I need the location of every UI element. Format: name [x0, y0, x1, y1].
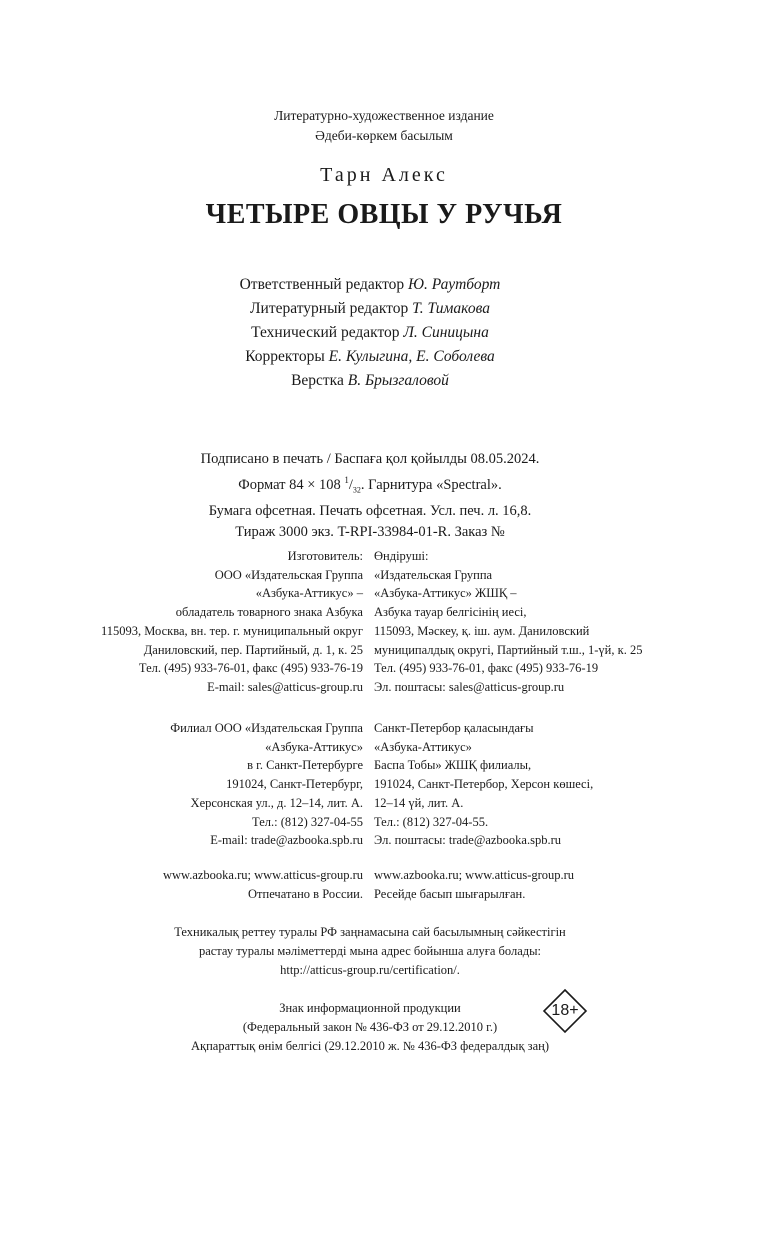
print-details [0, 449, 740, 543]
branch-kz-line: 12–14 үй, лит. А. [374, 795, 464, 810]
manufacturer-ru [101, 547, 363, 697]
branch-kz-line: Баспа Тобы» ЖШҚ филиалы, [374, 758, 532, 773]
certification-note [0, 923, 740, 980]
manufacturer-kz-line: 115093, Мәскеу, қ. іш. аум. Даниловский [374, 623, 590, 638]
credit-role: Технический редактор [251, 324, 400, 341]
credit-line [0, 297, 740, 321]
manufacturer-kz-line: Тел. (495) 933-76-01, факс (495) 933-76-19 [374, 661, 599, 676]
websites-ru [163, 866, 363, 903]
websites-ru-links: www.azbooka.ru; www.atticus-group.ru [162, 868, 363, 882]
branch-ru-line: в г. Санкт-Петербурге [247, 758, 363, 773]
branch-ru-line: Тел.: (812) 327-04-55 [252, 814, 363, 829]
credit-name: Ю. Раутборт [408, 276, 501, 293]
manufacturer-ru-line: Тел. (495) 933-76-01, факс (495) 933-76-19 [138, 661, 363, 676]
credit-role: Литературный редактор [250, 300, 409, 317]
credit-line [0, 321, 740, 345]
manufacturer-ru-line: 115093, Москва, вн. тер. г. муниципальный округ [100, 623, 363, 638]
series-kz: Әдеби-көркем басылым [315, 128, 453, 143]
credit-name: Т. Тимакова [412, 300, 490, 317]
manufacturer-ru-line: Изготовитель: [287, 549, 363, 563]
age-rating-text: 18+ [551, 1002, 579, 1019]
format-numerator: 1 [344, 475, 349, 485]
credit-name: Л. Синицына [403, 324, 489, 341]
credit-role: Ответственный редактор [239, 276, 405, 293]
branch-ru-email: E-mail: trade@azbooka.spb.ru [210, 833, 363, 848]
credit-role: Верстка [291, 372, 344, 389]
manufacturer-kz-line: муниципалдық округі, Партийный т.ш., 1-үй, к. 25 [374, 642, 643, 657]
format-denominator: 32 [352, 485, 361, 495]
branch-kz-line: «Азбука-Аттикус» [374, 739, 472, 754]
websites-kz-links: www.azbooka.ru; www.atticus-group.ru [374, 868, 575, 882]
branch-kz-line: 191024, Санкт-Петербор, Херсон көшесі, [374, 777, 594, 792]
branch-ru-line: 191024, Санкт-Петербург, [226, 777, 363, 792]
series-ru: Литературно-художественное издание [274, 108, 494, 123]
credit-line [0, 369, 740, 393]
info-sign-line: Ақпараттық өнім белгісі (29.12.2010 ж. № 436-ФЗ федералдық заң) [191, 1039, 549, 1053]
manufacturer-ru-line: обладатель товарного знака Азбука [175, 605, 363, 620]
credit-name: В. Брызгаловой [347, 372, 449, 389]
format-line: Формат 84 × 108 $^1/_{32}$. Гарнитура «Spectral». [238, 475, 502, 495]
branch-ru-line: Филиал ООО «Издательская Группа [170, 721, 363, 735]
info-sign-line: Знак информационной продукции [279, 1001, 461, 1015]
certification-line: растау туралы мәліметтерді мына адрес бойынша алуға болады: [198, 944, 542, 958]
format-prefix: Формат 84 × 108 [238, 476, 341, 493]
branch-ru [170, 719, 363, 850]
info-sign-line: (Федеральный закон № 436-ФЗ от 29.12.2010 г.) [242, 1020, 498, 1034]
certification-line: Техникалық реттеу туралы РФ заңнамасына сай басылымның сәйкестігін [174, 925, 566, 939]
credit-role: Корректоры [245, 348, 325, 365]
websites-kz [374, 866, 574, 903]
manufacturer-ru-line: ООО «Издательская Группа [214, 567, 363, 582]
signed-date: Подписано в печать / Баспаға қол қойылды 08.05.2024. [200, 451, 540, 467]
manufacturer-kz-line: «Издательская Группа [374, 567, 493, 582]
branch-kz-line: Тел.: (812) 327-04-55. [374, 814, 489, 829]
paper-line: Бумага офсетная. Печать офсетная. Усл. печ. л. 16,8. [208, 502, 532, 519]
credit-line [0, 273, 740, 297]
branch-kz [374, 719, 593, 850]
printed-in-russia-kz: Ресейде басып шығарылған. [374, 886, 526, 901]
manufacturer-kz-line: Азбука тауар белгісінің иесі, [374, 605, 527, 620]
credit-name: Е. Кулыгина, Е. Соболева [328, 348, 495, 365]
certification-url: http://atticus-group.ru/certification/. [280, 963, 460, 977]
manufacturer-kz-line: Өндіруші: [374, 549, 429, 563]
credit-line [0, 345, 740, 369]
branch-kz-email: Эл. поштасы: trade@azbooka.spb.ru [374, 833, 562, 848]
manufacturer-kz [374, 547, 642, 697]
print-run-line: Тираж 3000 экз. T-RPI-33984-01-R. Заказ № [235, 523, 505, 540]
branch-ru-line: Херсонская ул., д. 12–14, лит. А. [190, 795, 363, 810]
manufacturer-kz-line: «Азбука-Аттикус» ЖШҚ – [374, 586, 517, 601]
age-rating-badge [542, 988, 588, 1034]
branch-kz-line: Санкт-Петербор қаласындағы [374, 721, 534, 735]
manufacturer-ru-line: Даниловский, пер. Партийный, д. 1, к. 25 [143, 642, 363, 657]
format-suffix: . Гарнитура «Spectral». [360, 476, 502, 493]
branch-ru-line: «Азбука-Аттикус» [265, 739, 363, 754]
manufacturer-kz-email: Эл. поштасы: sales@atticus-group.ru [374, 679, 565, 694]
info-product-sign [0, 999, 740, 1056]
printed-in-russia: Отпечатано в России. [248, 886, 363, 901]
book-title: ЧЕТЫРЕ ОВЦЫ У РУЧЬЯ [205, 199, 563, 230]
manufacturer-ru-line: «Азбука-Аттикус» – [255, 586, 363, 601]
series-label [0, 106, 768, 146]
author-name: Тарн Алекс [320, 164, 448, 186]
editorial-credits [0, 273, 740, 393]
manufacturer-ru-email: E-mail: sales@atticus-group.ru [207, 679, 363, 694]
